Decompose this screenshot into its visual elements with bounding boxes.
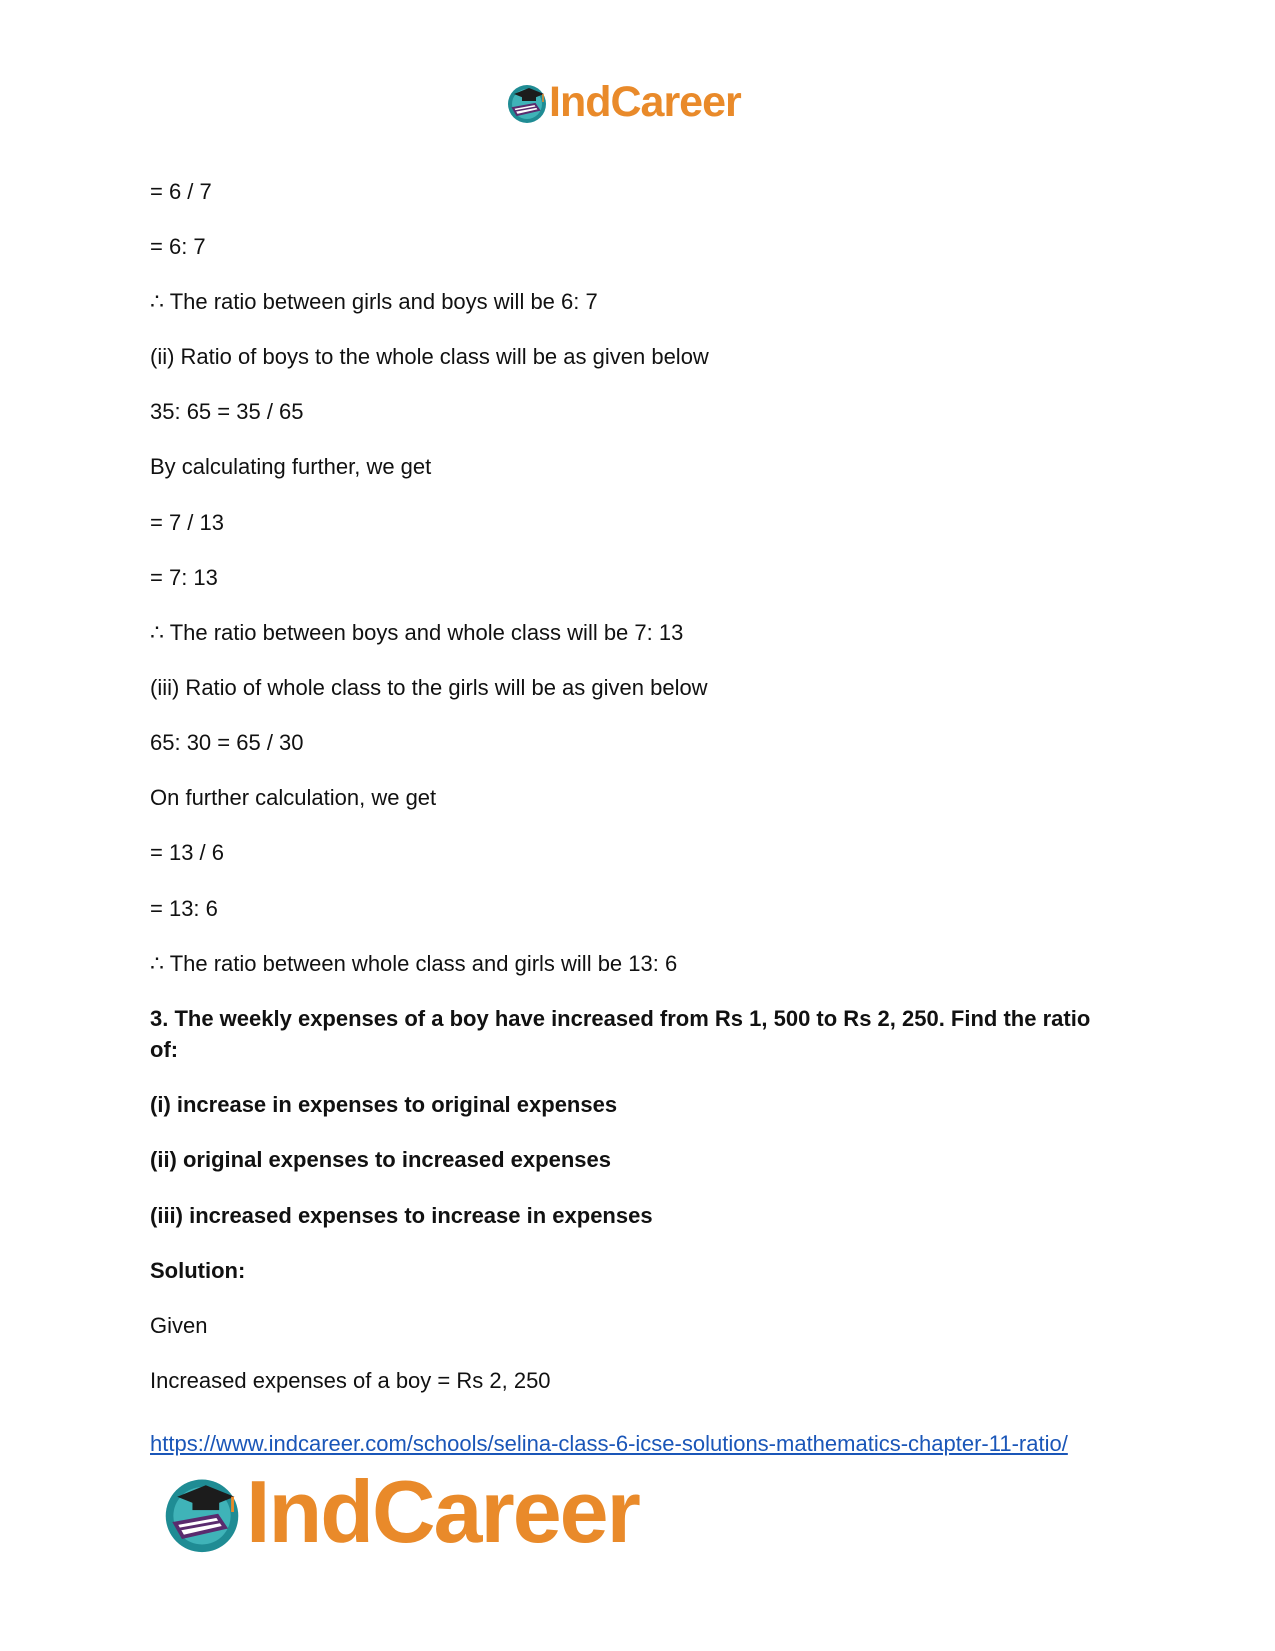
text-line: = 6 / 7: [150, 179, 212, 204]
text-line: ∴ The ratio between boys and whole class will be 7: 13: [150, 620, 684, 645]
text-line: (ii) Ratio of boys to the whole class will be as given below: [150, 344, 709, 369]
solution-label: Solution:: [150, 1258, 246, 1283]
question-part: (iii) increased expenses to increase in expenses: [150, 1203, 653, 1228]
text-line: = 7 / 13: [150, 510, 225, 535]
text-line: = 13: 6: [150, 896, 218, 921]
text-line: = 7: 13: [150, 565, 218, 590]
text-line: ∴ The ratio between whole class and girls will be 13: 6: [150, 951, 678, 976]
text-line: 65: 30 = 65 / 30: [150, 730, 304, 755]
text-line: Given: [150, 1313, 208, 1338]
question-part: (ii) original expenses to increased expenses: [150, 1147, 611, 1172]
text-line: ∴ The ratio between girls and boys will be 6: 7: [150, 289, 598, 314]
text-line: = 6: 7: [150, 234, 206, 259]
source-link[interactable]: https://www.indcareer.com/schools/selina-class-6-icse-solutions-mathematics-chapter-11-ratio/: [150, 1431, 1068, 1456]
question-part: (i) increase in expenses to original expenses: [150, 1092, 618, 1117]
logo-text: IndCareer: [246, 1462, 639, 1561]
text-line: = 13 / 6: [150, 840, 225, 865]
graduation-book-globe-icon: [160, 1470, 244, 1554]
logo-text: IndCareer: [549, 77, 741, 126]
question-heading: 3. The weekly expenses of a boy have increased from Rs 1, 500 to Rs 2, 250. Find the ratio of:: [150, 1006, 1091, 1062]
graduation-book-globe-icon: [505, 80, 549, 124]
text-line: (iii) Ratio of whole class to the girls will be as given below: [150, 675, 708, 700]
footer-logo: [160, 1462, 639, 1561]
header-logo: [505, 77, 741, 126]
text-line: On further calculation, we get: [150, 785, 437, 810]
text-line: 35: 65 = 35 / 65: [150, 399, 304, 424]
text-line: Increased expenses of a boy = Rs 2, 250: [150, 1368, 551, 1393]
text-line: By calculating further, we get: [150, 454, 432, 479]
